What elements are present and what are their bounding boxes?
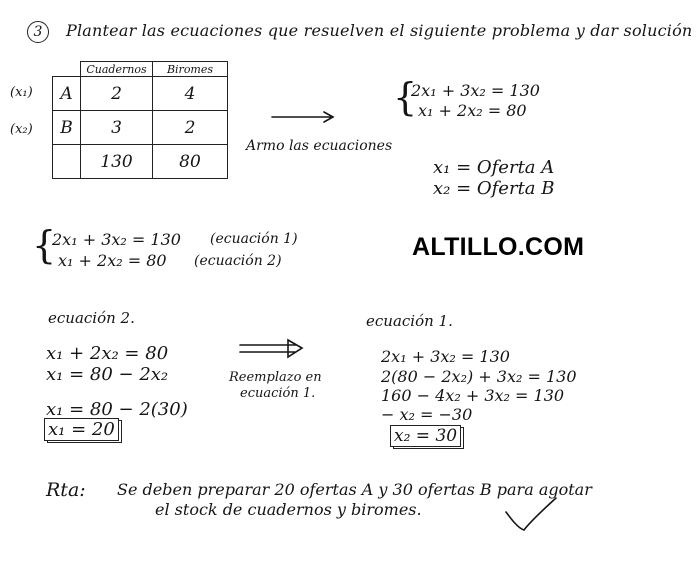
watermark: ALTILLO.COM bbox=[412, 233, 585, 261]
system-left-tag2: (ecuación 2) bbox=[194, 253, 282, 269]
answer-label: Rta: bbox=[46, 479, 86, 501]
eq1-heading: ecuación 1. bbox=[366, 312, 453, 330]
definition-x2: x₂ = Oferta B bbox=[433, 178, 555, 199]
table-cell: 4 bbox=[153, 77, 228, 111]
problem-number-text: 3 bbox=[33, 24, 43, 40]
table-cell: A bbox=[53, 77, 81, 111]
eq2-line: x₁ = 80 − 2(30) bbox=[46, 399, 188, 420]
eq2-heading: ecuación 2. bbox=[48, 309, 135, 327]
arrow-note: Armo las ecuaciones bbox=[246, 138, 393, 154]
table-cell: 2 bbox=[81, 77, 153, 111]
eq2-line: x₁ = 80 − 2x₂ bbox=[46, 364, 169, 385]
right-arrow-icon bbox=[272, 112, 333, 122]
replace-note-line: Reemplazo en bbox=[229, 370, 322, 385]
system-left-eq1: 2x₁ + 3x₂ = 130 bbox=[52, 230, 181, 249]
answer-line2: el stock de cuadernos y biromes. bbox=[155, 500, 422, 519]
table-cell: 130 bbox=[81, 145, 153, 179]
table-cell: 80 bbox=[153, 145, 228, 179]
system-right-brace: { bbox=[393, 75, 418, 119]
eq1-result: x₂ = 30 bbox=[390, 425, 461, 447]
eq1-line: 2x₁ + 3x₂ = 130 bbox=[381, 347, 510, 366]
eq2-result: x₁ = 20 bbox=[44, 418, 119, 441]
definition-x1: x₁ = Oferta A bbox=[433, 157, 555, 178]
table-cell: B bbox=[53, 111, 81, 145]
system-right-eq1: 2x₁ + 3x₂ = 130 bbox=[411, 81, 540, 100]
eq1-line: 2(80 − 2x₂) + 3x₂ = 130 bbox=[381, 367, 577, 386]
eq1-line: 160 − 4x₂ + 3x₂ = 130 bbox=[381, 386, 565, 405]
double-arrow-icon bbox=[240, 340, 302, 357]
answer-line1: Se deben preparar 20 ofertas A y 30 ofertas B para agotar bbox=[117, 480, 592, 499]
replace-note-line: ecuación 1. bbox=[240, 386, 316, 401]
system-left-eq2: x₁ + 2x₂ = 80 bbox=[58, 251, 167, 270]
table-cell: 2 bbox=[153, 111, 228, 145]
system-left-tag1: (ecuación 1) bbox=[210, 231, 298, 247]
table-header-cell: Cuadernos bbox=[81, 62, 153, 77]
check-mark-icon bbox=[506, 498, 556, 530]
problem-statement: Plantear las ecuaciones que resuelven el siguiente problema y dar solución bbox=[66, 21, 693, 40]
table-header-cell: Biromes bbox=[153, 62, 228, 77]
row-var-x1: (x₁) bbox=[10, 85, 33, 100]
system-left-brace: { bbox=[32, 223, 57, 267]
row-var-x2: (x₂) bbox=[10, 122, 33, 137]
table-cell: 3 bbox=[81, 111, 153, 145]
system-right-eq2: x₁ + 2x₂ = 80 bbox=[418, 101, 527, 120]
eq2-line: x₁ + 2x₂ = 80 bbox=[46, 343, 169, 364]
eq1-line: − x₂ = −30 bbox=[381, 405, 473, 424]
